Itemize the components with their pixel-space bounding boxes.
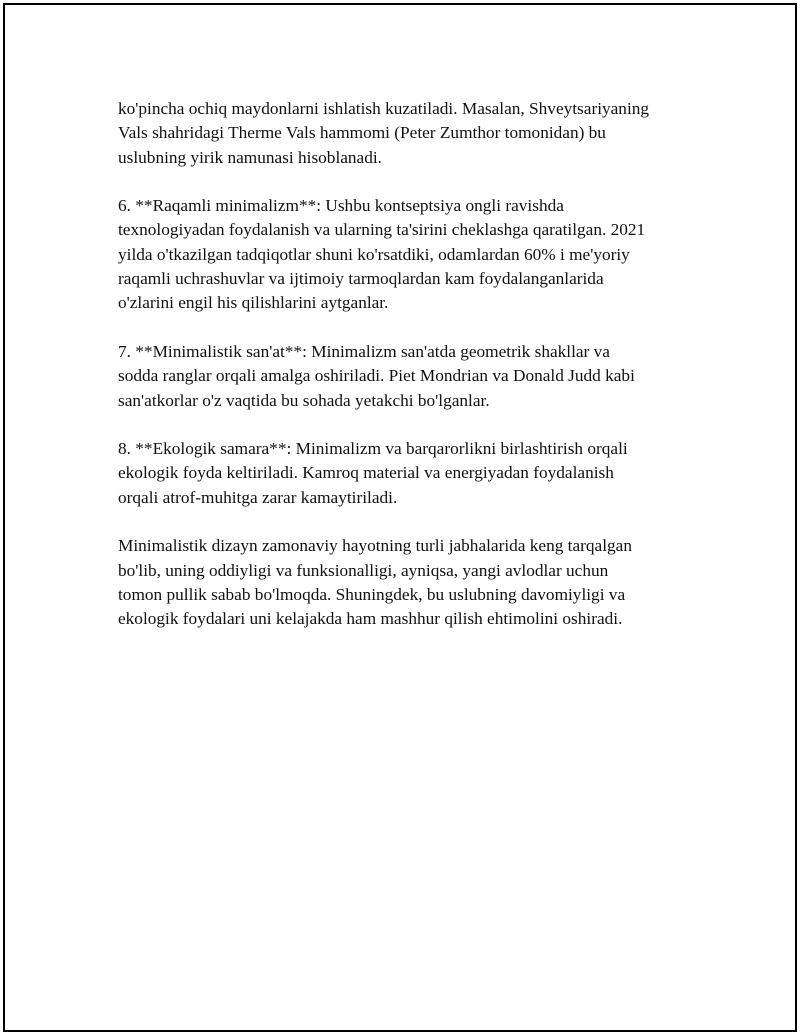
text-line: 8. **Ekologik samara**: Minimalizm va barqarorlikni birlashtirish orqali <box>118 439 628 459</box>
text-line: yilda o'tkazilgan tadqiqotlar shuni ko'rsatdiki, odamlardan 60% i me'yoriy <box>118 244 630 264</box>
text-line: ko'pincha ochiq maydonlarni ishlatish kuzatiladi. Masalan, Shveytsariyaning <box>118 99 650 118</box>
paragraph-digital-minimalism <box>118 194 703 315</box>
text-line: sodda ranglar orqali amalga oshiriladi. Piet Mondrian va Donald Judd kabi <box>118 366 635 386</box>
document-page <box>3 3 797 1032</box>
text-line: 6. **Raqamli minimalizm**: Ushbu kontseptsiya ongli ravishda <box>118 196 564 216</box>
paragraph-ecological-effect <box>118 437 703 510</box>
text-line: Vals shahridagi Therme Vals hammomi (Peter Zumthor tomonidan) bu <box>118 123 606 143</box>
text-line: Minimalistik dizayn zamonaviy hayotning turli jabhalarida keng tarqalgan <box>118 536 632 556</box>
text-line: tomon pullik sabab bo'lmoqda. Shuningdek, bu uslubning davomiyligi va <box>118 584 626 604</box>
text-line: o'zlarini engil his qilishlarini aytganlar. <box>118 293 389 313</box>
text-line: texnologiyadan foydalanish va ularning ta'sirini cheklashga qaratilgan. 2021 <box>118 220 646 240</box>
paragraph-architecture-continued <box>118 97 703 170</box>
text-line: orqali atrof-muhitga zarar kamaytiriladi. <box>118 487 398 507</box>
text-line: ekologik foyda keltiriladi. Kamroq material va energiyadan foydalanish <box>118 463 614 483</box>
document-body <box>118 97 703 656</box>
text-line: san'atkorlar o'z vaqtida bu sohada yetakchi bo'lganlar. <box>118 390 490 410</box>
text-line: raqamli uchrashuvlar va ijtimoiy tarmoqlardan kam foydalanganlarida <box>118 269 604 289</box>
text-line: 7. **Minimalistik san'at**: Minimalizm san'atda geometrik shakllar va <box>118 341 610 361</box>
text-line: uslubning yirik namunasi hisoblanadi. <box>118 147 382 167</box>
text-line: ekologik foydalari uni kelajakda ham mashhur qilish ehtimolini oshiradi. <box>118 609 623 629</box>
paragraph-conclusion <box>118 534 703 631</box>
paragraph-minimalist-art <box>118 340 703 413</box>
text-line: bo'lib, uning oddiyligi va funksionalligi, ayniqsa, yangi avlodlar uchun <box>118 560 609 580</box>
